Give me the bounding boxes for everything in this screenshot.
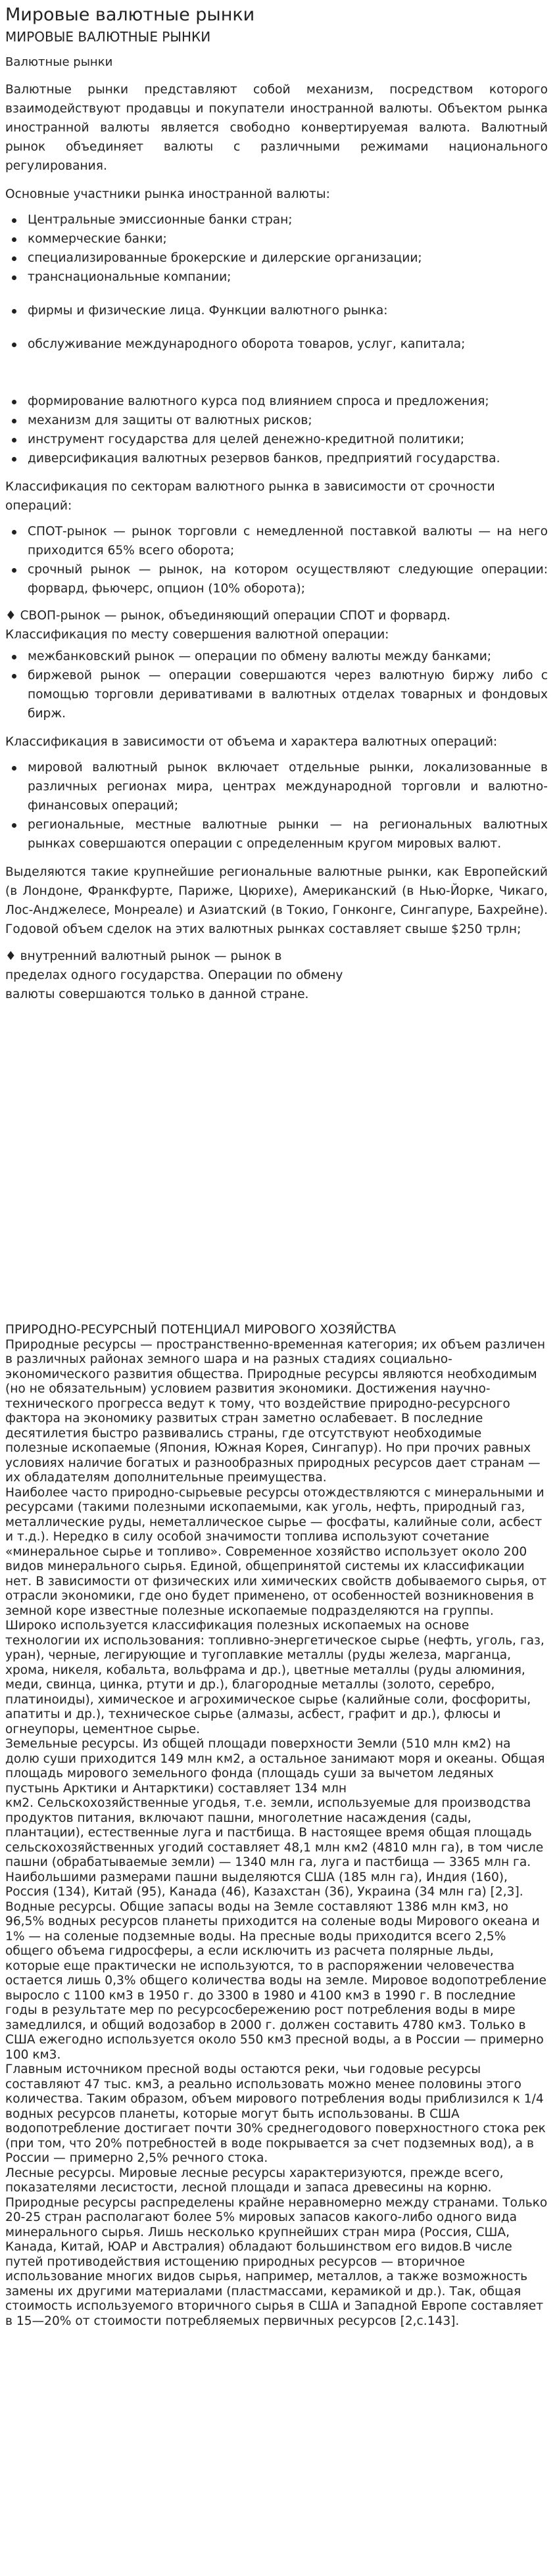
list-item: механизм для защиты от валютных рисков;: [28, 411, 548, 430]
section-paragraph: Широко используется классификация полезных ископаемых на основе технологии их использования: топливно-энергетическое сырье (нефть, уголь, газ, уран), черные, легирующие и тугоплавкие металлы (руды железа, марганца, хрома, никеля, кобальта, вольфрама и др.), цветные металлы (руды алюминия, меди, свинца, цинка, ртути и др.), благородные металлы (золото, серебро, платиноиды), химическое и агрохимическое сырье (калийные соли, фосфориты, апатиты и др.), техническое сырье (алмазы, асбест, графит и др.), флюсы и огнеупоры, цементное сырье.: [5, 1619, 545, 1736]
list-item: коммерческие банки;: [28, 229, 548, 249]
section-paragraph: Водные ресурсы. Общие запасы воды на Земле составляют 1386 млн км3, но 96,5% водных ресурсов планеты приходится на соленые воды Мирового океана и 1% — на соленые подземные воды. На пресные воды приходится всего 2,5% общего объема гидросферы, а если исключить из расчета полярные льды, которые еще практически не используются, то в распоряжении человечества остается лишь 0,3% общего количества воды на земле. Мировое водопотребление выросло с 1100 км3 в 1950 г. до 3300 в 1980 и 4100 км3 в 1990 г. В последние годы в результате мер по ресурсосбережению рост потребления воды в мире замедлился, и общий водозабор в 2000 г. должен составить 4780 км3. Только в США ежегодно используется около 550 км3 пресной воды, а в России — примерно 100 км3.: [5, 1899, 546, 2062]
list-item: специализированные брокерские и дилерские организации;: [28, 249, 548, 268]
participants-heading: Основные участники рынка иностранной валюты:: [5, 187, 330, 201]
list-item: СПОТ-рынок — рынок торговли с немедленной поставкой валюты — на него приходится 65% всего оборота;: [28, 522, 548, 560]
intro-paragraph: Валютные рынки представляют собой механизм, посредством которого взаимодействуют продавцы и покупатели иностранной валюты. Объектом рынка иностранной валюты является свободно конвертируемая валюта. Валютный рынок объединяет валюты с различными режимами национального регулирования.: [5, 83, 548, 173]
list-item: срочный рынок — рынок, на котором осуществляют следующие операции: форвард, фьючерс, опцион (10% оборота);: [28, 560, 548, 598]
volume-heading: Классификация в зависимости от объема и характера валютных операций:: [5, 735, 498, 749]
page-subtitle: МИРОВЫЕ ВАЛЮТНЫЕ РЫНКИ: [5, 29, 211, 45]
volume-list: [5, 758, 548, 853]
internal-market-line: ♦ внутренний валютный рынок — рынок в пределах одного государства. Операции по обмену валюты совершаются только в данной стране.: [5, 949, 343, 1001]
swap-line: ♦ СВОП-рынок — рынок, объединяющий операции СПОТ и форвард.: [5, 609, 451, 623]
list-item: межбанковский рынок — операции по обмену валюты между банками;: [28, 647, 548, 666]
section-paragraph: км2. Сельскохозяйственные угодья, т.е. земли, используемые для производства продуктов питания, включают пашни, многолетние насаждения (сады, плантации), естественные луга и пастбища. В настоящее время общая площадь сельскохозяйственных угодий составляет 48,1 млн км2 (4810 млн га), в том числе пашни (обрабатываемые земли) — 1340 млн га, луга и пастбища — 3365 млн га. Наибольшими размерами пашни выделяются США (185 млн га), Индия (160), Россия (134), Китай (95), Канада (46), Казахстан (36), Украина (34 млн га) [2,3].: [5, 1796, 544, 1899]
list-item: инструмент государства для целей денежно-кредитной политики;: [28, 430, 548, 449]
place-heading: Классификация по месту совершения валютной операции:: [5, 628, 389, 642]
list-item: формирование валютного курса под влиянием спроса и предложения;: [28, 392, 548, 411]
list-item: мировой валютный рынок включает отдельные рынки, локализованные в различных регионах мира, центрах международной торговли и валютно-финансовых операций;: [28, 758, 548, 815]
section-paragraph: Лесные ресурсы. Мировые лесные ресурсы характеризуются, прежде всего, показателями лесистости, лесной площади и запаса древесины на корню.: [5, 2166, 504, 2195]
section-paragraph: Природные ресурсы распределены крайне неравномерно между странами. Только 20-25 стран располагают более 5% мировых запасов какого-либо одного вида минерального сырья. Лишь несколько крупнейших стран мира (Россия, США, Канада, Китай, ЮАР и Австралия) обладают большинством его видов.В числе путей противодействия истощению природных ресурсов — вторичное использование многих видов сырья, например, металлов, а также возможность замены их другими материалами (пластмассами, керамикой и др.). Так, общая стоимость используемого вторичного сырья в США и Западной Европе составляет в 15—20% от стоимости потребляемых первичных ресурсов [2,с.143].: [5, 2195, 548, 2328]
regional-paragraph: Выделяются такие крупнейшие региональные валютные рынки, как Европейский (в Лондоне, Франкфурте, Париже, Цюрихе), Американский (в Нью-Йорке, Чикаго, Лос-Анджелесе, Монреале) и Азиатский (в Токио, Гонконге, Сингапуре, Бахрейне). Годовой объем сделок на этих валютных рынках составляет свыше $250 трлн;: [5, 865, 548, 936]
section-heading: ПРИРОДНО-РЕСУРСНЫЙ ПОТЕНЦИАЛ МИРОВОГО ХОЗЯЙСТВА: [5, 1323, 397, 1337]
participants-list: [5, 210, 548, 468]
urgency-list: [5, 522, 548, 598]
section-paragraph: Природные ресурсы — пространственно-временная категория; их объем различен в различных районах земного шара и на разных стадиях социально-экономического развития общества. Природные ресурсы являются необходимым (но не обязательным) условием развития экономики. Достижения научно-технического прогресса ведут к тому, что воздействие природно-ресурсного фактора на экономику развитых стран заметно ослабевает. В последние десятилетия быстро развивались страны, где отсутствуют необходимые полезные ископаемые (Япония, Южная Корея, Сингапур). Но при прочих равных условиях наличие богатых и разнообразных природных ресурсов дает странам — их обладателям дополнительные преимущества.: [5, 1337, 546, 1485]
page-title: Мировые валютные рынки: [5, 5, 255, 25]
list-item: обслуживание международного оборота товаров, услуг, капитала;: [28, 335, 548, 354]
section-paragraph: Главным источником пресной воды остаются реки, чьи годовые ресурсы составляют 47 тыс. км3, а реально использовать можно менее половины этого количества. Таким образом, объем мирового потребления воды приблизился к 1/4 водных ресурсов планеты, которые могут быть использованы. В США водопотребление достигает почти 30% среднегодового поверхностного стока рек (при том, что 20% потребностей в воде покрывается за счет подземных вод), а в России — примерно 2,5% речного стока.: [5, 2063, 546, 2165]
section-body: [5, 1338, 548, 2329]
place-list: [5, 647, 548, 723]
section-paragraph: Наиболее часто природно-сырьевые ресурсы отождествляются с минеральными и ресурсами (такими полезными ископаемыми, как уголь, нефть, природный газ, металлические руды, неметаллическое сырье — фосфаты, калийные соли, асбест и т.д.). Нередко в силу особой значимости топлива используют сочетание «минеральное сырье и топливо». Современное хозяйство использует около 200 видов минерального сырья. Единой, общепринятой системы их классификации нет. В зависимости от физических или химических свойств добываемого сырья, от отрасли экономики, где оно будет применено, от особенностей возникновения в земной коре известные полезные ископаемые подразделяются на группы.: [5, 1485, 547, 1618]
natural-resources-section: [5, 1323, 548, 2329]
section-paragraph: Земельные ресурсы. Из общей площади поверхности Земли (510 млн км2) на долю суши приходится 149 млн км2, а остальное занимают моря и океаны. Общая площадь мирового земельного фонда (площадь суши за вычетом ледяных пустынь Арктики и Антарктики) составляет 134 млн: [5, 1737, 545, 1796]
list-item: фирмы и физические лица. Функции валютного рынка:: [28, 301, 548, 320]
list-item: Центральные эмиссионные банки стран;: [28, 210, 548, 229]
section-label: Валютные рынки: [5, 55, 113, 69]
list-item: региональные, местные валютные рынки — на региональных валютных рынках совершаются операции с определенным кругом мировых валют.: [28, 815, 548, 853]
urgency-heading: Классификация по секторам валютного рынка в зависимости от срочности операций:: [5, 480, 495, 513]
article-body: [0, 80, 557, 1004]
list-item: диверсификация валютных резервов банков, предприятий государства.: [28, 449, 548, 468]
list-item: биржевой рынок — операции совершаются через валютную биржу либо с помощью торговли деривативами в валютных отделах товарных и фондовых бирж.: [28, 666, 548, 723]
list-item: транснациональные компании;: [28, 268, 548, 287]
